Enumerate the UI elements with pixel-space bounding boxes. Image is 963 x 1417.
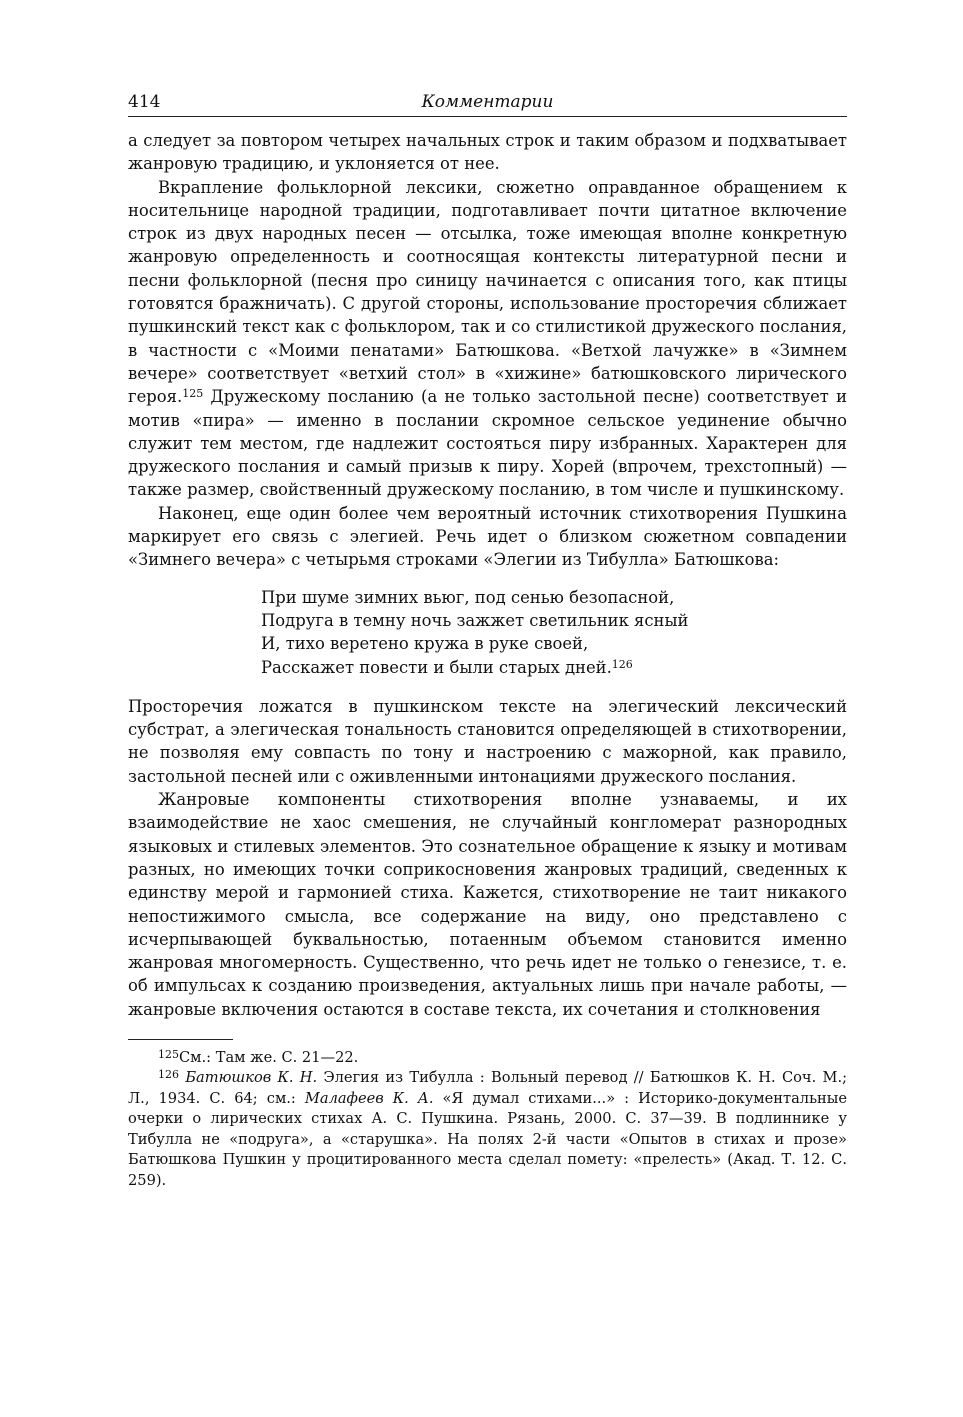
footnote-ref-126: 126 [611, 657, 633, 671]
footnote-126 [128, 1068, 847, 1191]
running-title: Комментарии [421, 92, 554, 112]
footnote-126-number: 126 [158, 1068, 179, 1082]
paragraph-genre: Жанровые компоненты стихотворения вполне узнаваемы, и их взаимодействие не хаос смешения, не случайный конгломерат разнородных языковых и стилевых элементов. Это сознательное обращение к языку и мотивам разных, но имеющих точки соприкосновения жанровых традиций, сведенных к единству мерой и гармонией стиха. Кажется, стихотворение не таит никакого непостижимого смысла, все содержание на виду, оно представлено с исчерпывающей буквальностью, потаенным объемом становится именно жанровая многомерность. Существенно, что речь идет не только о генезисе, т. е. об импульсах к созданию произведения, актуальных лишь при начале работы, — жанровые включения остаются в составе текста, их сочетания и столкновения [128, 790, 847, 1019]
paragraph-elegy: Наконец, еще один более чем вероятный источник стихотворения Пушкина маркирует его связь с элегией. Речь идет о близком сюжетном совпадении «Зимнего вечера» с четырьмя строками «Элегии из Тибулла» Батюшкова: [128, 503, 847, 570]
paragraph-substrate: Просторечия ложатся в пушкинском тексте на элегический лексический субстрат, а элегическая тональность становится определяющей в стихотворении, не позволяя ему совпасть по тону и настроению с мажорной, как правило, застольной песней или с оживленными интонациями дружеского послания. [128, 696, 847, 786]
paragraph-folklore [128, 176, 847, 502]
footnote-divider [128, 1039, 233, 1040]
footnote-126-text-2: «Я думал стихами...» : Историко-документальные очерки о лирических стихах А. С. Пушкина. Рязань, 2000. С. 37—39. В подлиннике у Тибулла не «подруга», а «старушка». На полях 2-й части «Опытов в стихах и прозе» Батюшкова Пушкин у процитированного места сделал помету: «прелесть» (Акад. Т. 12. С. 259). [128, 1089, 847, 1189]
footnote-ref-125: 125 [182, 387, 204, 401]
book-page [128, 88, 847, 1191]
page-number: 414 [128, 92, 161, 112]
poem-line-1: При шуме зимних вьюг, под сенью безопасной, [261, 587, 675, 607]
poem-line-4-text: Расскажет повести и были старых дней. [261, 657, 612, 677]
poem-line-4 [261, 656, 847, 679]
paragraph-folklore-part1: Вкрапление фольклорной лексики, сюжетно оправданное обращением к носительнице народной традиции, подготавливает почти цитатное включение строк из двух народных песен — отсылка, тоже имеющая вполне конкретную жанровую определенность и соотносящая контексты литературной песни и песни фольклорной (песня про синицу начинается с описания того, как птицы готовятся бражничать). С другой стороны, использование просторечия сближает пушкинский текст как с фольклором, так и со стилистикой дружеского послания, в частности с «Моими пенатами» Батюшкова. «Ветхой лачужке» в «Зимнем вечере» соответствует «ветхий стол» в «хижине» батюшковского лирического героя. [128, 177, 847, 407]
main-text [128, 129, 847, 1021]
paragraph-continuation: а следует за повтором четырех начальных строк и таким образом и подхватывает жанровую традицию, и уклоняется от нее. [128, 131, 847, 174]
footnotes [128, 1048, 847, 1192]
footnote-125-text: См.: Там же. С. 21—22. [179, 1048, 359, 1066]
poem-quote [261, 586, 847, 679]
footnote-125-number: 125 [158, 1047, 179, 1061]
footnote-125 [128, 1048, 847, 1069]
poem-line-3: И, тихо веретено кружа в руке своей, [261, 634, 589, 654]
page-header [128, 88, 847, 117]
paragraph-folklore-part2: Дружескому посланию (а не только застольной песне) соответствует и мотив «пира» — именно в послании скромное сельское уединение обычно служит тем местом, где надлежит состояться пиру избранных. Характерен для дружеского послания и самый призыв к пиру. Хорей (впрочем, трехстопный) — также размер, свойственный дружескому посланию, в том числе и пушкинскому. [128, 387, 847, 500]
footnote-126-text-1: Элегия из Тибулла : Вольный перевод // Батюшков К. Н. Соч. М.; Л., 1934. С. 64; см.: [128, 1069, 848, 1107]
footnote-126-author-2: Малафеев К. А. [304, 1089, 434, 1107]
footnote-126-author: Батюшков К. Н. [185, 1069, 318, 1087]
poem-line-2: Подруга в темну ночь зажжет светильник ясный [261, 610, 689, 630]
